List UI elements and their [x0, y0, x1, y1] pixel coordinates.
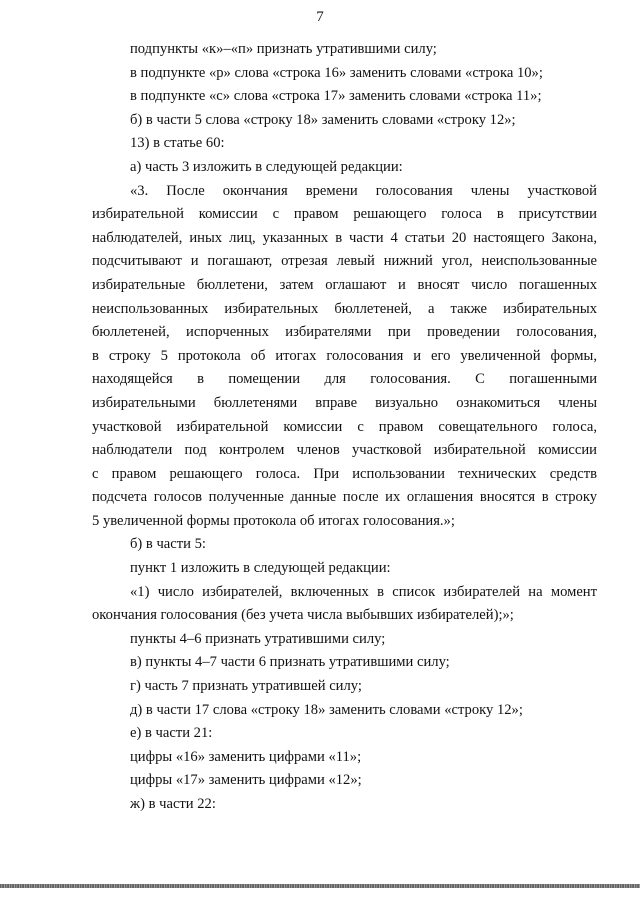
quote-line: наблюдатели под контролем членов участковой избирательной комиссии: [92, 442, 597, 459]
quoted-part-3: [92, 180, 597, 534]
paragraph: е) в части 21:: [130, 725, 213, 742]
quote-line: избирательной комиссии с правом решающего голоса в присутствии: [92, 206, 597, 223]
quote-line: окончания голосования (без учета числа выбывших избирателей);»;: [92, 607, 514, 624]
paragraph: б) в части 5:: [130, 536, 206, 553]
quote-line: бюллетеней, испорченных избирателями при проведении голосования,: [92, 324, 597, 341]
paragraph: цифры «16» заменить цифрами «11»;: [130, 748, 362, 765]
page-number: 7: [316, 9, 324, 25]
paragraph: подпункты «к»–«п» признать утратившими силу;: [130, 41, 437, 57]
paragraph: пункты 4–6 признать утратившими силу;: [130, 630, 386, 647]
paragraph: д) в части 17 слова «строку 18» заменить словами «строку 12»;: [130, 701, 523, 718]
document-body: [92, 38, 597, 817]
paragraph: пункт 1 изложить в следующей редакции:: [130, 560, 391, 577]
paragraph: цифры «17» заменить цифрами «12»;: [130, 772, 362, 789]
quote-line: «3. После окончания времени голосования члены участковой: [130, 182, 597, 199]
quote-line: наблюдателей, иных лиц, указанных в части 4 статьи 20 настоящего Закона,: [92, 229, 597, 246]
quote-line: подсчета голосов полученные данные после их оглашения вносятся в строку: [92, 489, 597, 506]
quote-line: «1) число избирателей, включенных в список избирателей на момент: [130, 583, 597, 600]
quote-line: неиспользованных избирательных бюллетеней, а также избирательных: [92, 300, 597, 317]
paragraph: в подпункте «р» слова «строка 16» заменить словами «строка 10»;: [130, 64, 543, 81]
quote-line: в строку 5 протокола об итогах голосования и его увеличенной формы,: [92, 347, 597, 364]
quote-line: с правом решающего голоса. При использовании технических средств: [92, 465, 597, 482]
paragraph: в) пункты 4–7 части 6 признать утратившими силу;: [130, 654, 450, 671]
paragraph: б) в части 5 слова «строку 18» заменить словами «строку 12»;: [130, 111, 516, 128]
quote-line: избирательные бюллетени, затем оглашают и вносят число погашенных: [92, 276, 597, 293]
paragraph: ж) в части 22:: [130, 796, 216, 812]
paragraph: в подпункте «с» слова «строка 17» заменить словами «строка 11»;: [130, 88, 542, 105]
quoted-point-1: [92, 581, 597, 628]
quote-line: 5 увеличенной формы протокола об итогах голосования.»;: [92, 512, 455, 529]
paragraph: а) часть 3 изложить в следующей редакции:: [130, 158, 403, 175]
paragraph: 13) в статье 60:: [130, 135, 225, 152]
scan-edge: [0, 884, 640, 888]
quote-line: участковой избирательной комиссии с правом совещательного голоса,: [92, 418, 597, 435]
quote-line: избирательными бюллетенями вправе визуально ознакомиться члены: [92, 394, 597, 411]
quote-line: подсчитывают и погашают, отрезая левый нижний угол, неиспользованные: [92, 253, 597, 270]
paragraph: г) часть 7 признать утратившей силу;: [130, 678, 362, 695]
quote-line: находящейся в помещении для голосования. С погашенными: [92, 371, 597, 388]
